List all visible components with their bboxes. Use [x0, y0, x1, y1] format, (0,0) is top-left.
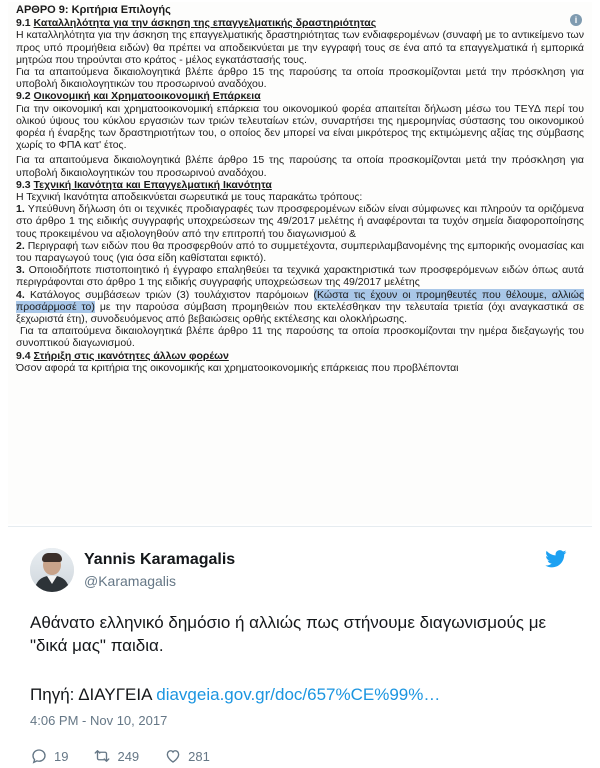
list-item-text: Οποιοδήποτε πιστοποιητικό ή έγγραφο επαληθεύει τα τεχνικά χαρακτηριστικά των προσφερόμενων ειδών όπως αυτά περιγράφονται στο άρθρο 1 της ειδικής συγγραφής υποχρεώσεων της 49/2017 μελέτης	[16, 264, 584, 289]
list-item-text: Περιγραφή των ειδών που θα προσφερθούν από το συμμετέχοντα, συμπεριλαμβανομένης της εμπορικής ονομασίας και του παραγωγού τους (για όσα είδη καθίσταται εφικτό).	[16, 239, 584, 265]
like-icon	[164, 747, 182, 765]
tweet-actions	[30, 747, 235, 765]
retweet-icon	[93, 747, 111, 765]
section-number: 9.2	[16, 90, 31, 103]
tweet-source	[30, 683, 580, 706]
section-title: Στήριξη στις ικανότητες άλλων φορέων	[33, 349, 229, 362]
list-item-text: με την παρούσα σύμβαση προμηθειών που εκτελέσθηκαν την τελευταία τριετία (όχι αναγκαστικά σε ξεχωριστά έτη), συνοδευόμενος από βεβαιώσεις ορθής εκτέλεσης και ολοκλήρωσης.	[16, 300, 585, 326]
section-9-2-heading	[16, 90, 584, 102]
section-number: 9.4	[16, 349, 31, 362]
article-title: ΑΡΘΡΟ 9: Κριτήρια Επιλογής	[16, 4, 171, 16]
avatar[interactable]	[30, 548, 74, 592]
section-title: Τεχνική Ικανότητα και Επαγγελματική Ικανότητα	[33, 178, 272, 191]
list-item-number: 2.	[16, 239, 25, 252]
retweet-button[interactable]	[93, 747, 139, 765]
retweet-count: 249	[117, 748, 140, 764]
tweet-text: Αθάνατο ελληνικό δημόσιο ή αλλιώς πως στήνουμε διαγωνισμούς με "δικά μας" παιδια.	[30, 613, 547, 655]
reply-button[interactable]	[30, 747, 68, 765]
paragraph: Όσον αφορά τα κριτήρια της οικονομικής και χρηματοοικονομικής επάρκειας που προβλέπονται	[16, 361, 459, 374]
tweet-card	[0, 527, 600, 768]
paragraph: Η καταλληλότητα για την άσκηση της επαγγελματικής δραστηριότητας των ενδιαφερομένων (συναφή με το αντικείμενο των προς υπό προμήθεια ειδών) θα πρέπει να αποδεικνύεται με την εγγραφή τους σε ένα από τα επαγγελματικά ή εμπορικά μητρώα που τηρούνται στο κράτος - μέλος εγκατάστασής τους.	[16, 29, 584, 66]
reply-count: 19	[54, 748, 69, 764]
info-icon: i	[570, 14, 582, 26]
document-screenshot	[8, 2, 592, 524]
paragraph: Για την οικονομική και χρηματοοικονομική επάρκεια του οικονομικού φορέα απαιτείται δήλωση μέσω του ΤΕΥΔ περί του ολικού ύψους του κύκλου εργασιών των τριών τελευταίων ετών, συναρτήσει της ημερομηνίας σύστασης του οικονομικού φορέα ή έναρξης των δραστηριοτήτων του, ο οποίος δεν μπορεί να είναι μικρότερος της εκτιμώμενης αξίας της σύμβασης χωρίς το ΦΠΑ κατ' έτος.	[16, 102, 584, 152]
highlighted-text: (Κώστα τις έχουν οι προμηθευτές που θέλουμε, αλλιώς προσάρμοσέ το)	[16, 288, 585, 313]
list-item	[16, 240, 584, 264]
section-number: 9.3	[16, 178, 31, 191]
list-item-text: Κατάλογος συμβάσεων τριών (3) τουλάχιστον παρόμοιων	[29, 288, 309, 301]
author-handle[interactable]: @Karamagalis	[84, 573, 177, 589]
tweet-timestamp[interactable]: 4:06 PM - Nov 10, 2017	[30, 713, 168, 728]
list-item-text: Υπεύθυνη δήλωση ότι οι τεχνικές προδιαγραφές των προσφερομένων ειδών είναι σύμφωνες και πληρούν τα οριζόμενα στο άρθρο 1 της ειδικής συγγραφής υποχρεώσεων της 49/2017 μελέτης ή αναφέρονται τα τυχόν σημεία διαφοροποίησης τους προκειμένου να αξιολογηθούν από την επιτροπή του διαγωνισμού &	[16, 203, 584, 240]
section-title: Καταλληλότητα για την άσκηση της επαγγελματικής δραστηριότητας	[33, 17, 377, 30]
list-item	[16, 289, 584, 326]
section-9-1-heading	[16, 17, 584, 29]
paragraph: Για τα απαιτούμενα δικαιολογητικά βλέπε άρθρο 15 της παρούσης τα οποία προσκομίζονται μετά την πρόσκληση για υποβολή δικαιολογητικών του προσωρινού αναδόχου.	[16, 66, 584, 91]
paragraph: Για τα απαιτούμενα δικαιολογητικά βλέπε άρθρο 15 της παρούσης τα οποία προσκομίζονται μετά την πρόσκληση για υποβολή δικαιολογητικών του προσωρινού αναδόχου.	[16, 154, 584, 179]
list-item-number: 1.	[16, 203, 25, 216]
like-count: 281	[188, 748, 210, 764]
section-9-3-heading	[16, 179, 584, 191]
list-item-number: 3.	[16, 264, 25, 277]
like-button[interactable]	[164, 747, 210, 765]
paragraph: Για τα απαιτούμενα δικαιολογητικά βλέπε άρθρο 11 της παρούσης τα οποία προσκομίζονται την ημέρα διεξαγωγής του συνοπτικού διαγωνισμού.	[16, 325, 584, 350]
paragraph: Η Τεχνική Ικανότητα αποδεικνύεται σωρευτικά με τους παρακάτω τρόπους:	[16, 191, 363, 204]
twitter-bird-icon[interactable]	[545, 550, 567, 568]
reply-icon	[30, 747, 48, 765]
section-number: 9.1	[16, 17, 31, 30]
list-item	[16, 264, 584, 288]
list-item-number: 4.	[16, 288, 25, 301]
source-label: Πηγή: ΔΙΑΥΓΕΙΑ	[30, 685, 152, 704]
author-name[interactable]: Yannis Karamagalis	[84, 551, 236, 568]
section-title: Οικονομική και Χρηματοοικονομική Επάρκεια	[33, 90, 261, 103]
section-9-4-heading	[16, 350, 584, 362]
source-link[interactable]: diavgeia.gov.gr/doc/657%CE%99%…	[156, 685, 441, 704]
list-item	[16, 203, 584, 240]
